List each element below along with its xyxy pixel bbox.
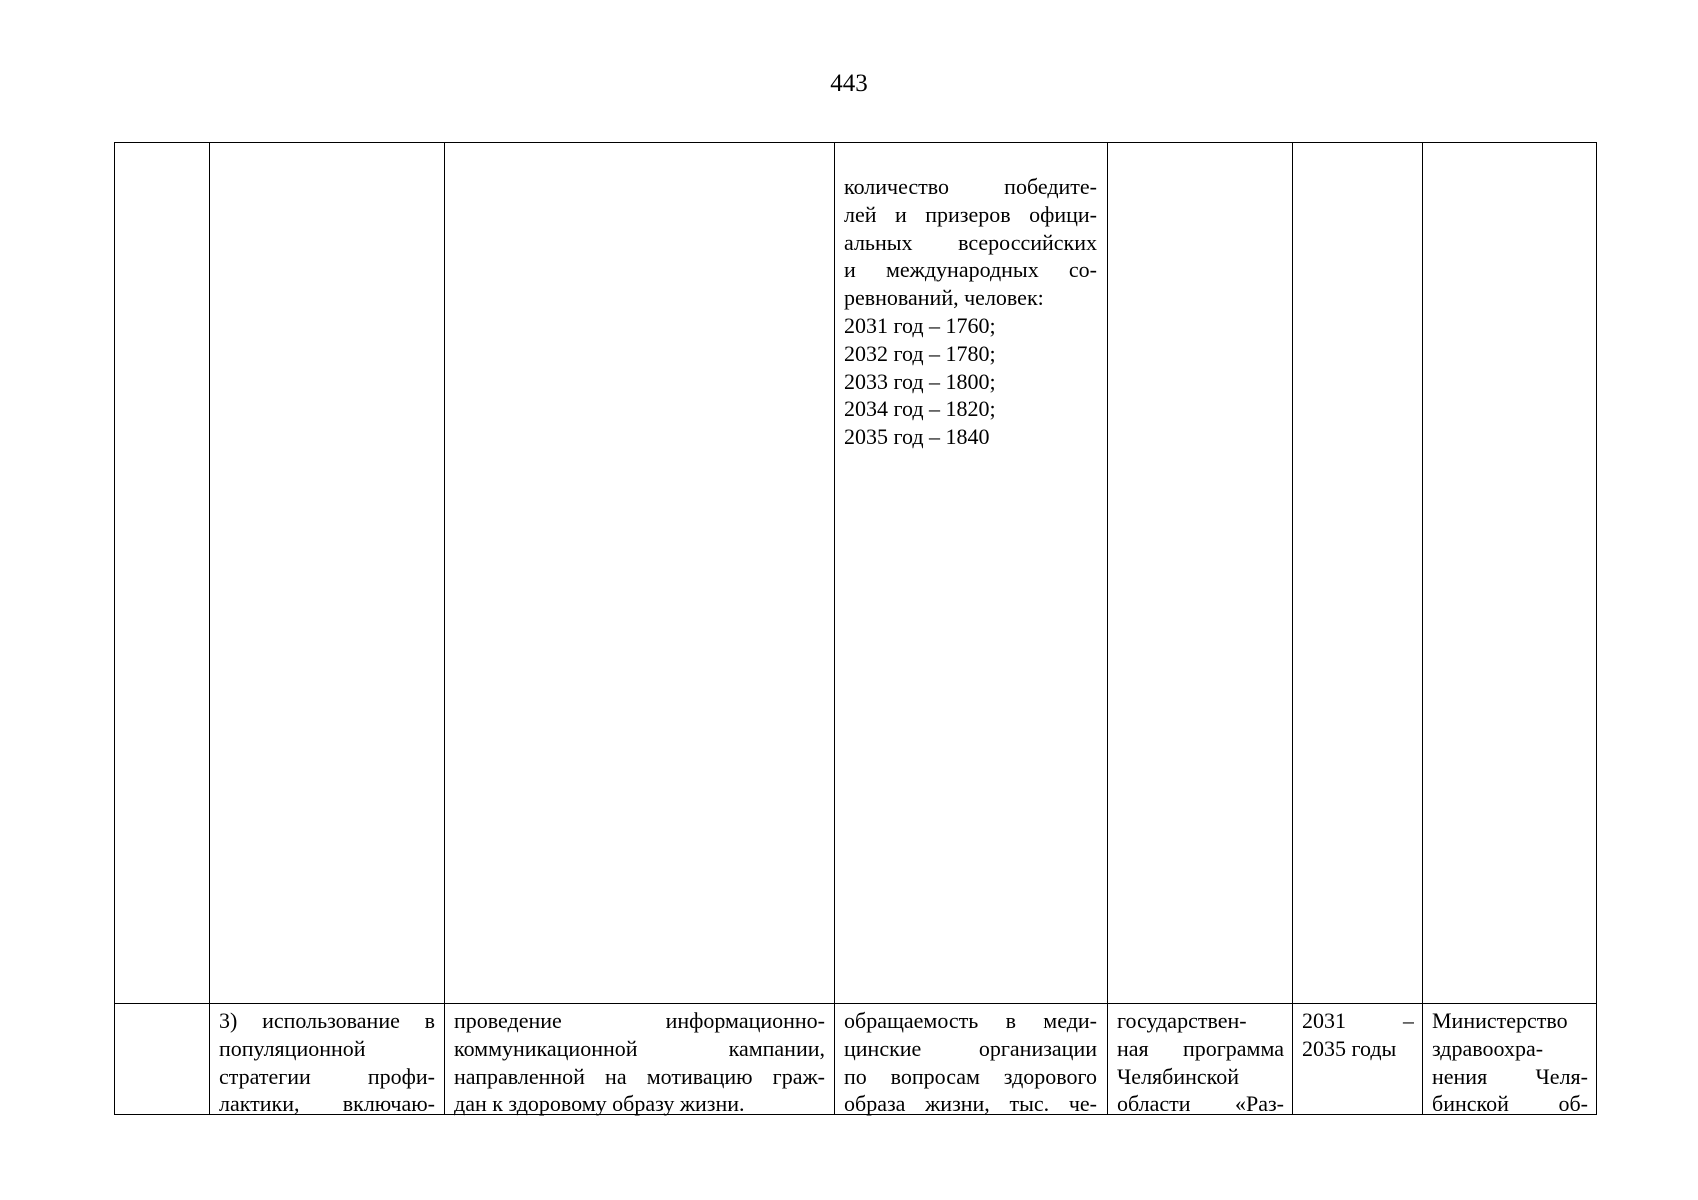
row2-program-cell bbox=[1117, 1007, 1284, 1118]
row1-indicator-line: 2034 год – 1820; bbox=[844, 396, 996, 422]
table-row-divider bbox=[115, 1003, 1596, 1004]
row1-indicator-line: и международных со- bbox=[844, 257, 1097, 283]
row2-task-line: стратегии профи- bbox=[219, 1063, 435, 1089]
row2-activity-line: дан к здоровому образу жизни. bbox=[454, 1091, 745, 1117]
row1-indicator-line: ревнований, человек: bbox=[844, 285, 1044, 311]
row1-indicator-cell bbox=[844, 173, 1097, 451]
row1-indicator-line: 2032 год – 1780; bbox=[844, 340, 996, 366]
page-number: 443 bbox=[830, 70, 868, 97]
document-table bbox=[114, 142, 1597, 1115]
row2-task-line: лактики, включаю- bbox=[219, 1091, 435, 1117]
row2-activity-line: проведение информационно- bbox=[454, 1008, 825, 1033]
row2-period-line: 2035 годы bbox=[1302, 1035, 1397, 1061]
row2-indicator-line: цинские организации bbox=[844, 1035, 1097, 1061]
row1-indicator-line: лей и призеров офици- bbox=[844, 201, 1097, 227]
row2-task-line: 3) использование в bbox=[219, 1008, 435, 1033]
row2-indicator-line: образа жизни, тыс. че- bbox=[844, 1091, 1097, 1117]
row2-program-line: ная программа bbox=[1117, 1035, 1284, 1061]
row2-indicator-line: обращаемость в меди- bbox=[844, 1008, 1097, 1033]
table-column-divider bbox=[1292, 143, 1293, 1114]
row2-responsible-line: нения Челя- bbox=[1432, 1063, 1588, 1089]
row2-period-line: 2031 – bbox=[1302, 1008, 1414, 1033]
row1-indicator-line: 2033 год – 1800; bbox=[844, 368, 996, 394]
row2-program-line: Челябинской bbox=[1117, 1063, 1240, 1089]
row2-task-cell bbox=[219, 1007, 435, 1118]
row1-indicator-line: 2031 год – 1760; bbox=[844, 312, 996, 338]
row2-activity-line: коммуникационной кампании, bbox=[454, 1035, 825, 1061]
row1-indicator-line: альных всероссийских bbox=[844, 229, 1097, 255]
table-column-divider bbox=[209, 143, 210, 1114]
row2-program-line: области «Раз- bbox=[1117, 1091, 1284, 1117]
table-column-divider bbox=[834, 143, 835, 1114]
row2-activity-cell bbox=[454, 1007, 825, 1118]
row2-indicator-line: по вопросам здорового bbox=[844, 1063, 1097, 1089]
table-column-divider bbox=[1422, 143, 1423, 1114]
row2-responsible-cell bbox=[1432, 1007, 1588, 1118]
row2-responsible-line: здравоохра- bbox=[1432, 1035, 1544, 1061]
row1-indicator-line: 2035 год – 1840 bbox=[844, 424, 990, 450]
table-column-divider bbox=[1107, 143, 1108, 1114]
table-column-divider bbox=[444, 143, 445, 1114]
row2-period-cell bbox=[1302, 1007, 1414, 1063]
row2-responsible-line: Министерство bbox=[1432, 1008, 1568, 1033]
row1-indicator-line: количество победите- bbox=[844, 174, 1097, 199]
row2-task-line: популяционной bbox=[219, 1035, 366, 1061]
row2-indicator-cell bbox=[844, 1007, 1097, 1118]
row2-responsible-line: бинской об- bbox=[1432, 1091, 1588, 1117]
row2-program-line: государствен- bbox=[1117, 1008, 1247, 1033]
row2-activity-line: направленной на мотивацию граж- bbox=[454, 1063, 825, 1089]
